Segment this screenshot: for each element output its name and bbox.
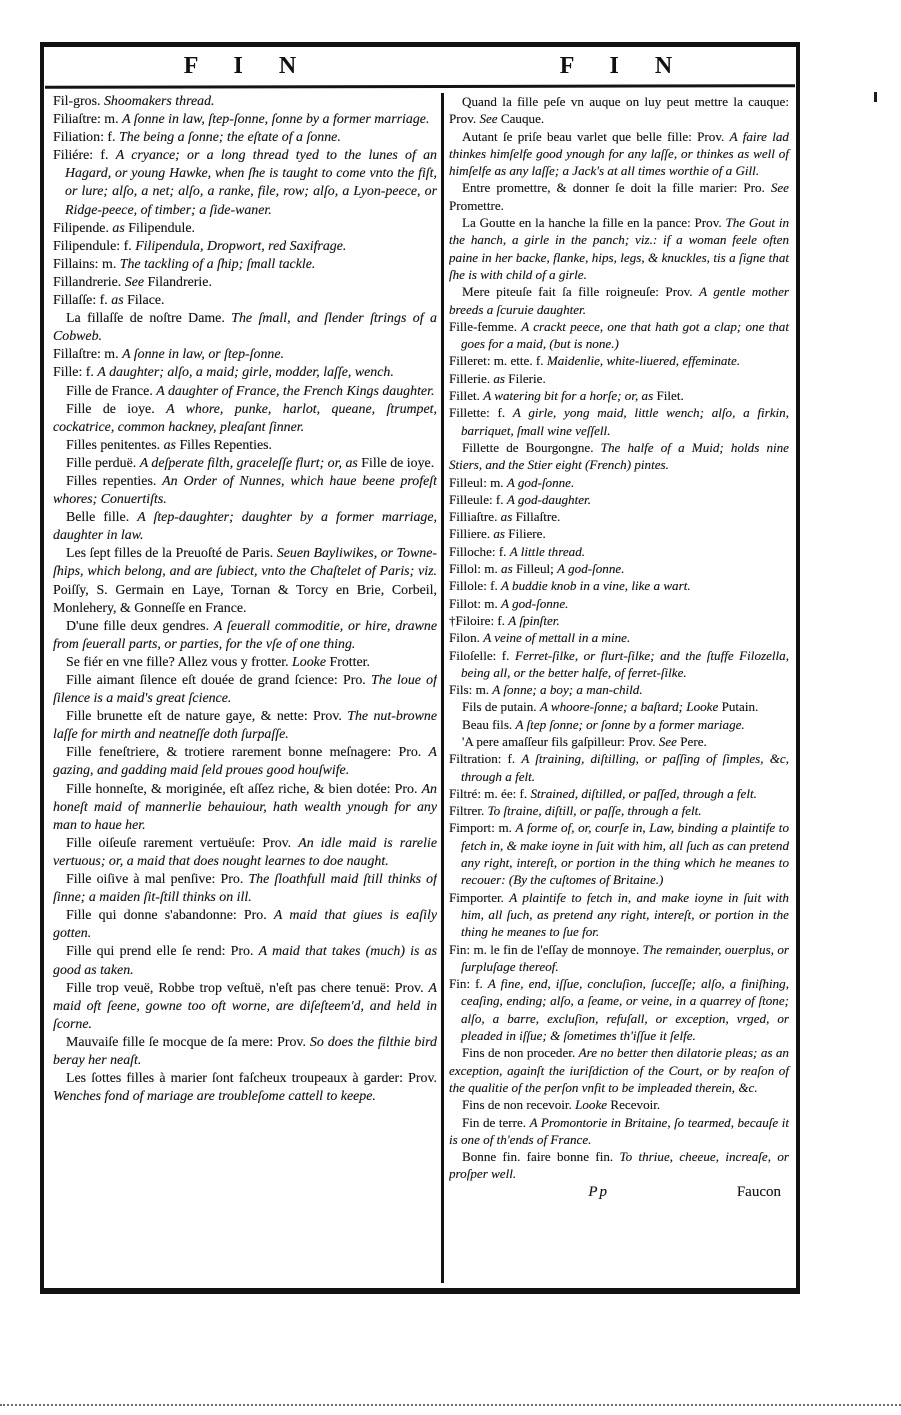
entry-gloss-text: A ſpinſter. <box>508 612 560 628</box>
entry-headword-text: Fille feneſtriere, & trotiere rarement bonne meſnagere: Pro. <box>66 745 429 761</box>
entry-gloss-text: The ſloathfull maid ſtill thinks of ſinne; a maiden ſit-ſtill thinks on ill. <box>53 872 437 906</box>
dictionary-entry <box>449 128 789 180</box>
entry-headword-text: Fin: m. le fin de l'eſſay de monnoye. <box>449 941 643 957</box>
dictionary-entry <box>449 612 789 629</box>
scan-artifact-tick <box>874 92 877 102</box>
entry-gloss-text: as <box>493 370 509 386</box>
dictionary-entry <box>53 618 437 654</box>
entry-headword-text: Fimporter. <box>449 889 510 905</box>
entry-headword-text: Fillette de Bourgongne. <box>462 439 601 455</box>
dictionary-entry <box>53 1070 437 1106</box>
entry-gloss-text: A gazing, and gadding maid ſeld proues good houſwife. <box>53 745 437 779</box>
entry-gloss-text: A plaintife to fetch in, and make ioyne in ſuit with him, all ſuch, as pretend any right, intereſt, or portion in the thing he meanes to ſue for. <box>461 889 789 940</box>
entry-headword-text: Fillole: f. <box>449 578 502 594</box>
entry-gloss-text: Filipendula, Dropwort, red Saxifrage. <box>135 238 347 254</box>
entry-gloss-text: A god-daughter. <box>506 491 591 507</box>
entry-headword-text: Fillandrerie. <box>53 274 125 290</box>
entry-headword-text: Bonne fin. faire bonne fin. <box>462 1149 620 1165</box>
entry-headword-text: Fillains: m. <box>53 256 120 272</box>
entry-gloss-text: A girle, yong maid, little wench; alſo, a firkin, barriquet, ſmall wine veſſell. <box>461 405 789 438</box>
entry-headword-text: Fille de France. <box>66 383 157 399</box>
entry-gloss-text: Strained, diſtilled, or paſſed, through a felt. <box>530 785 757 801</box>
entry-headword-text: Beau fils. <box>462 716 516 732</box>
entry-gloss-text: Shoomakers thread. <box>103 94 215 109</box>
dictionary-entry <box>53 129 437 147</box>
entry-headword-text: Filipende. <box>53 220 113 236</box>
entry-headword-text: Pere. <box>680 733 707 749</box>
entry-headword-text: Les ſottes filles à marier ſont faſcheux troupeaux à garder: Prov. <box>66 1071 437 1087</box>
dictionary-entry <box>53 907 437 943</box>
entry-headword-text: Filoſelle: f. <box>449 647 515 663</box>
entry-headword-text: Filtré: m. ée: f. <box>449 785 531 801</box>
entry-gloss-text: The halfe of a Muid; holds nine Stiers, and the Stier eight (French) pintes. <box>449 439 789 473</box>
entry-gloss-text: A maid that giues is eaſily gotten. <box>53 908 437 942</box>
entry-headword-text: Fillerie. <box>449 370 494 386</box>
entry-headword-text: Fillette: f. <box>449 405 513 421</box>
dictionary-entry <box>449 750 789 785</box>
entry-gloss-text: as <box>500 509 516 525</box>
entry-gloss-text: The tackling of a ſhip; ſmall tackle. <box>119 256 316 272</box>
entry-gloss-text: A gentle mother breeds a ſcuruie daughter. <box>449 284 789 317</box>
dictionary-entry <box>449 577 789 594</box>
dictionary-entry <box>53 111 437 129</box>
dictionary-entry <box>449 733 789 750</box>
entry-gloss-text: The nut-browne laſſe for mirth and neatneſſe doth ſurpaſſe. <box>53 709 437 743</box>
dictionary-entry <box>53 437 437 455</box>
dictionary-entry <box>53 93 437 111</box>
dictionary-entry <box>449 698 789 715</box>
entry-headword-text: Fin: f. <box>449 976 488 992</box>
entry-gloss-text: A faire lad thinkes himſelfe good ynough for any laſſe, or thinkes as well of himſelfe as any laſſe; a Jack's at all times worthie of a Gill. <box>449 128 789 179</box>
running-head-right: F I N <box>559 52 688 79</box>
entry-gloss-text: A ſtraining, diſtilling, or paſſing of ſimples, &c, through a felt. <box>461 751 789 784</box>
entry-gloss-text: Maidenlie, white-liuered, effeminate. <box>546 353 741 369</box>
dictionary-entry <box>449 1044 789 1096</box>
entry-headword-text: Filipendule: f. <box>53 238 136 254</box>
entry-gloss-text: as <box>111 293 128 309</box>
entry-headword-text: Quand la fille peſe vn auque on luy peut mettre la cauque: Prov. <box>449 94 789 127</box>
dictionary-entry <box>449 404 789 439</box>
dictionary-entry <box>53 509 437 545</box>
dictionary-entry <box>449 819 789 888</box>
entry-headword-text: Filleret: m. ette. f. <box>449 353 547 369</box>
entry-gloss-text: A crackt peece, one that hath got a clap; one that goes for a maid, (but is none.) <box>461 318 789 352</box>
dictionary-entry <box>449 543 789 560</box>
dictionary-entry <box>53 473 437 509</box>
dictionary-entry <box>449 681 789 698</box>
entry-headword-text: Filleul: m. <box>449 474 507 490</box>
entry-gloss-text: A ſonne; a boy; a man-child. <box>492 682 643 698</box>
dictionary-entry <box>53 274 437 292</box>
entry-gloss-text: A cryance; or a long thread tyed to the lunes of an Hagard, or young Hawke, when ſhe is taught to come vnto the fiſt, or lure; alſo, a net; alſo, a ranke, file, row; alſo, a Lyon-peece, or Ridge-peece, of timber; a ſide-waner. <box>65 148 437 218</box>
entry-gloss-text: A god-ſonne. <box>506 474 575 490</box>
dictionary-entry <box>53 654 437 672</box>
running-head-left: F I N <box>183 52 312 79</box>
entry-headword-text: Fillet. <box>449 388 484 404</box>
entry-headword-text: D'une fille deux gendres. <box>66 618 214 634</box>
page-border-frame <box>40 42 800 1294</box>
entry-gloss-text: Seuen Bayliwikes, or Towne-ſhips, which belong, and are ſubiect, vnto the Chaſtelet of Paris; viz. <box>53 546 437 580</box>
entry-headword-text: Fille oiſeuſe rarement vertuëuſe: Prov. <box>66 835 299 851</box>
entry-headword-text: Filles penitentes. <box>66 437 164 453</box>
entry-headword-text: Fillot: m. <box>449 595 502 611</box>
entry-headword-text: Fille qui prend elle ſe rend: Pro. <box>66 944 259 960</box>
dictionary-entry <box>449 525 789 542</box>
entry-headword-text: Filiaſtre: m. <box>53 112 123 128</box>
entry-headword-text: Fille honneſte, & moriginée, eſt aſſez riche, & bien dotée: Pro. <box>66 781 422 797</box>
column-left <box>53 93 437 1283</box>
entry-headword-text: Fille perduë. <box>66 455 140 471</box>
entry-headword-text: Filace. <box>127 293 165 309</box>
entry-gloss-text: The loue of ſilence is a maid's great ſcience. <box>53 673 437 707</box>
entry-gloss-text: A maid oft ſeene, gowne too oft worne, are diſeſteem'd, and held in ſcorne. <box>53 980 437 1032</box>
entry-gloss-text: A whore, punke, harlot, queane, ſtrumpet, cockatrice, common hackney, pleaſant ſinner. <box>53 401 437 435</box>
entry-gloss-text: See <box>658 733 681 749</box>
entry-headword-text: Fille de ioye. <box>66 401 167 417</box>
dictionary-entry <box>53 871 437 907</box>
entry-gloss-text: as <box>493 526 509 542</box>
entry-headword-text: Filleul; <box>515 561 558 577</box>
entry-gloss-text: A ſtep-daughter; daughter by a former marriage, daughter in law. <box>53 510 437 544</box>
entry-headword-text: Filiére: f. <box>53 148 116 164</box>
entry-gloss-text: The Gout in the hanch, a girle in the panch; viz.: if a woman feele often paine in her backe, flanke, hips, legs, & knuckles, tis a ſigne that ſhe is with child of a girle. <box>449 215 790 282</box>
dictionary-entry <box>449 439 789 474</box>
dictionary-entry <box>449 1096 789 1113</box>
entry-headword-text: Putain. <box>721 699 759 715</box>
dictionary-entry <box>53 238 437 256</box>
entry-headword-text: Poiſſy, S. Germain en Laye, Tornan & Torcy en Brie, Corbeil, Monlehery, & Gonneſſe en France. <box>53 582 437 616</box>
dictionary-entry <box>53 455 437 473</box>
dictionary-entry <box>449 283 789 318</box>
dictionary-entry <box>53 292 437 310</box>
entry-headword-text: Filtrer. <box>449 803 488 819</box>
entry-gloss-text: A little thread. <box>509 543 586 559</box>
entry-gloss-text: Looke <box>575 1097 611 1113</box>
entry-gloss-text: A veine of mettall in a mine. <box>483 630 631 646</box>
entry-headword-text: Fins de non proceder. <box>462 1045 579 1061</box>
entry-gloss-text: as <box>112 220 129 236</box>
dictionary-entry <box>449 785 789 802</box>
dictionary-entry <box>449 474 789 491</box>
entry-headword-text: Filles Repenties. <box>179 437 273 453</box>
dictionary-entry <box>449 629 789 646</box>
entry-headword-text: La Goutte en la hanche la fille en la pance: Prov. <box>462 215 726 231</box>
entry-headword-text: Fimport: m. <box>449 820 516 836</box>
dictionary-entry <box>449 716 789 733</box>
dictionary-entry <box>449 889 789 941</box>
entry-gloss-text: as <box>163 437 180 453</box>
entry-headword-text: Fille oiſive à mal penſive: Pro. <box>66 872 249 888</box>
entry-headword-text: Cauque. <box>500 111 545 127</box>
entry-gloss-text: So does the filthie bird beray her neaſt. <box>53 1034 437 1068</box>
dictionary-entry <box>449 508 789 525</box>
entry-headword-text: Filandrerie. <box>147 274 212 290</box>
dictionary-entry <box>53 781 437 835</box>
entry-headword-text: Filtration: f. <box>449 751 522 767</box>
entry-gloss-text: The ſmall, and ſlender ſtrings of a Cobweb. <box>53 311 437 345</box>
entry-headword-text: La fillaſſe de noſtre Dame. <box>66 311 232 327</box>
entry-headword-text: Filiation: f. <box>53 130 119 146</box>
entry-gloss-text: A whoore-ſonne; a baſtard; Looke <box>539 699 722 715</box>
entry-headword-text: Fins de non recevoir. <box>462 1097 576 1113</box>
dictionary-entry <box>53 364 437 382</box>
footer-row <box>449 1184 789 1201</box>
entry-gloss-text: An Order of Nunnes, which haue beene profeſt whores; Conuertiſts. <box>53 473 437 508</box>
entry-gloss-text: See <box>770 180 789 196</box>
entry-headword-text: Entre promettre, & donner ſe doit la fille marier: Pro. <box>462 180 771 196</box>
entry-headword-text: Fillaſtre. <box>515 509 561 525</box>
dictionary-entry <box>449 387 789 404</box>
dictionary-entry <box>53 220 437 238</box>
dictionary-entry <box>53 835 437 871</box>
entry-gloss-text: An honeſt maid of mannerlie behauiour, hath wealth ynough for any man to haue her. <box>53 781 437 833</box>
dictionary-entry <box>53 744 437 780</box>
entry-gloss-text: A ſeuerall commoditie, or hire, drawne from ſeuerall parts, or parties, for the vſe of one thing. <box>53 618 437 652</box>
column-right <box>449 93 792 1283</box>
dictionary-entry <box>53 708 437 744</box>
entry-gloss-text: as <box>501 561 516 577</box>
dictionary-entry <box>449 595 789 612</box>
entry-headword-text: Fille: f. <box>53 365 98 381</box>
dictionary-entry <box>53 256 437 274</box>
column-divider-rule <box>441 93 444 1283</box>
entry-gloss-text: A ſonne in law, or ſtep-ſonne. <box>122 347 284 363</box>
entry-headword-text: Fille trop veuë, Robbe trop veſtuë, n'eſt pas chere tenuë: Prov. <box>66 980 429 996</box>
entry-gloss-text: A Promontorie in Britaine, ſo tearmed, becauſe it is one of th'ends of France. <box>449 1114 789 1147</box>
dictionary-entry <box>449 318 789 353</box>
entry-gloss-text: A ſtep ſonne; or ſonne by a former mariage. <box>515 716 745 732</box>
entry-gloss-text: A fine, end, iſſue, concluſion, ſucceſſe; alſo, a finiſhing, ceaſing, ending; alſo, a ſeame, or veine, in a quarrey of ſtone; alſo, a barre, excluſion, refuſall, or exception, vrged, or pleaded in iſſue; & ſometimes th'iſſue it ſelfe. <box>461 976 789 1044</box>
gathering-signature: Pp <box>588 1183 610 1200</box>
entry-gloss-text: A daughter of France, the French Kings daughter. <box>156 383 435 399</box>
entry-headword-text: Les ſept filles de la Preuoſté de Paris. <box>66 546 277 562</box>
dictionary-entry <box>449 1114 789 1149</box>
entry-headword-text: Filleule: f. <box>449 491 507 507</box>
entry-headword-text: Fillaſtre: m. <box>53 347 123 363</box>
entry-headword-text: Se fiér en vne fille? Allez vous y frotter. <box>66 654 293 670</box>
entry-gloss-text: A maid that takes (much) is as good as taken. <box>53 944 437 978</box>
entry-headword-text: Filloche: f. <box>449 543 510 559</box>
entry-gloss-text: A ſonne in law, ſtep-ſonne, ſonne by a former marriage. <box>122 112 430 128</box>
entry-headword-text: Autant ſe priſe beau varlet que belle fille: Prov. <box>462 128 730 144</box>
entry-headword-text: Belle fille. <box>66 510 138 526</box>
dictionary-entry <box>449 975 789 1044</box>
dictionary-entry <box>53 147 437 219</box>
entry-gloss-text: See <box>479 111 501 127</box>
dictionary-entry <box>53 980 437 1034</box>
entry-headword-text: †Filoire: f. <box>449 612 509 628</box>
entry-gloss-text: An idle maid is rarelie vertuous; or, a maid that does nought learnes to doe naught. <box>53 835 437 869</box>
dictionary-entry <box>449 370 789 387</box>
entry-headword-text: Fille aimant ſilence eſt douée de grand ſcience: Pro. <box>66 673 371 688</box>
entry-headword-text: Fillol: m. <box>449 561 502 577</box>
running-head <box>44 47 796 85</box>
dictionary-entry <box>449 491 789 508</box>
dictionary-entry <box>53 310 437 346</box>
dictionary-entry <box>449 179 789 214</box>
entry-headword-text: Fille-femme. <box>449 318 522 334</box>
entry-headword-text: Fille de ioye. <box>361 455 435 471</box>
dictionary-entry <box>53 672 437 708</box>
entry-headword-text: Fille qui donne s'abandonne: Pro. <box>66 908 274 924</box>
entry-headword-text: Fille brunette eſt de nature gaye, & nette: Prov. <box>66 709 348 725</box>
entry-gloss-text: To thriue, cheeue, increaſe, or proſper well. <box>449 1149 790 1182</box>
entry-headword-text: Promettre. <box>449 197 504 213</box>
dictionary-entry <box>53 401 437 437</box>
dictionary-entry <box>53 383 437 401</box>
entry-headword-text: Filipendule. <box>128 220 195 236</box>
entry-headword-text: Filles repenties. <box>66 473 163 489</box>
dictionary-entry <box>449 93 789 128</box>
entry-gloss-text: Are no better then dilatorie pleas; as an exception, againſt the iuriſdiction of the Court, or by reaſon of the qualitie of the perſon vnfit to be impleaded therein, &c. <box>449 1045 789 1095</box>
dictionary-entry <box>449 352 789 369</box>
dictionary-entry <box>449 1148 789 1183</box>
entry-headword-text: Filliere. <box>449 526 494 542</box>
catchword: Faucon <box>736 1183 781 1200</box>
entry-gloss-text: See <box>124 274 148 290</box>
entry-headword-text: Frotter. <box>329 654 370 670</box>
entry-headword-text: Fillaſſe: f. <box>53 293 112 309</box>
entry-gloss-text: A god-ſonne. <box>501 595 569 611</box>
entry-gloss-text: The being a ſonne; the eſtate of a ſonne. <box>118 130 341 146</box>
entry-gloss-text: Ferret-ſilke, or flurt-ſilke; and the ſtuffe Filozella, being all, or the better halfe, of ferret-ſilke. <box>461 647 789 680</box>
entry-gloss-text: Looke <box>292 654 330 670</box>
entry-headword-text: Filiere. <box>508 526 546 542</box>
entry-gloss-text: A deſperate filth, graceleſſe flurt; or, as <box>139 455 362 471</box>
dictionary-entry <box>449 214 789 283</box>
entry-headword-text: Recevoir. <box>610 1097 661 1113</box>
dictionary-entry <box>53 346 437 364</box>
entry-headword-text: Filerie. <box>508 370 546 386</box>
entry-headword-text: Mere piteuſe fait ſa fille roigneuſe: Prov. <box>462 284 700 300</box>
entry-gloss-text: To ſtraine, diſtill, or paſſe, through a felt. <box>487 803 702 819</box>
entry-gloss-text: A buddie knob in a vine, like a wart. <box>501 578 691 594</box>
dictionary-entry <box>53 1034 437 1070</box>
dictionary-entry <box>449 560 789 577</box>
dictionary-entry <box>449 647 789 682</box>
entry-headword-text: Mauvaiſe fille ſe mocque de ſa mere: Prov. <box>66 1034 310 1050</box>
entry-headword-text: Fils: m. <box>449 682 493 698</box>
entry-gloss-text: Wenches fond of mariage are troubleſome cattell to keepe. <box>53 1089 376 1105</box>
dictionary-entry <box>53 545 437 617</box>
scan-edge-line <box>0 1404 901 1406</box>
entry-headword-text: Filon. <box>449 630 484 646</box>
entry-gloss-text: A daughter; alſo, a maid; girle, modder, laſſe, wench. <box>97 365 394 381</box>
entry-headword-text: Fin de terre. <box>462 1114 530 1130</box>
entry-gloss-text: A watering bit for a horſe; or, as <box>483 388 657 404</box>
entry-headword-text: 'A pere amaſſeur fils gaſpilleur: Prov. <box>462 733 659 749</box>
entry-headword-text: Filet. <box>656 388 684 404</box>
dictionary-entry <box>449 802 789 819</box>
entry-headword-text: Fils de putain. <box>462 699 540 715</box>
entry-gloss-text: A god-ſonne. <box>557 561 625 577</box>
dictionary-entry <box>449 941 789 976</box>
text-columns <box>44 88 796 1283</box>
entry-headword-text: Filliaſtre. <box>449 509 501 525</box>
dictionary-entry <box>53 943 437 979</box>
entry-gloss-text: The remainder, ouerplus, or ſurpluſage thereof. <box>461 941 789 974</box>
entry-gloss-text: A forme of, or, courſe in, Law, binding a plaintife to fetch in, & make ioyne in ſuit with him, all ſuch as can pretend any right, intereſt, or portion in the thing which he meanes to recouer: (By the cuſtomes of Britaine.) <box>461 820 789 888</box>
entry-headword-text: Fil-gros. <box>53 94 104 109</box>
